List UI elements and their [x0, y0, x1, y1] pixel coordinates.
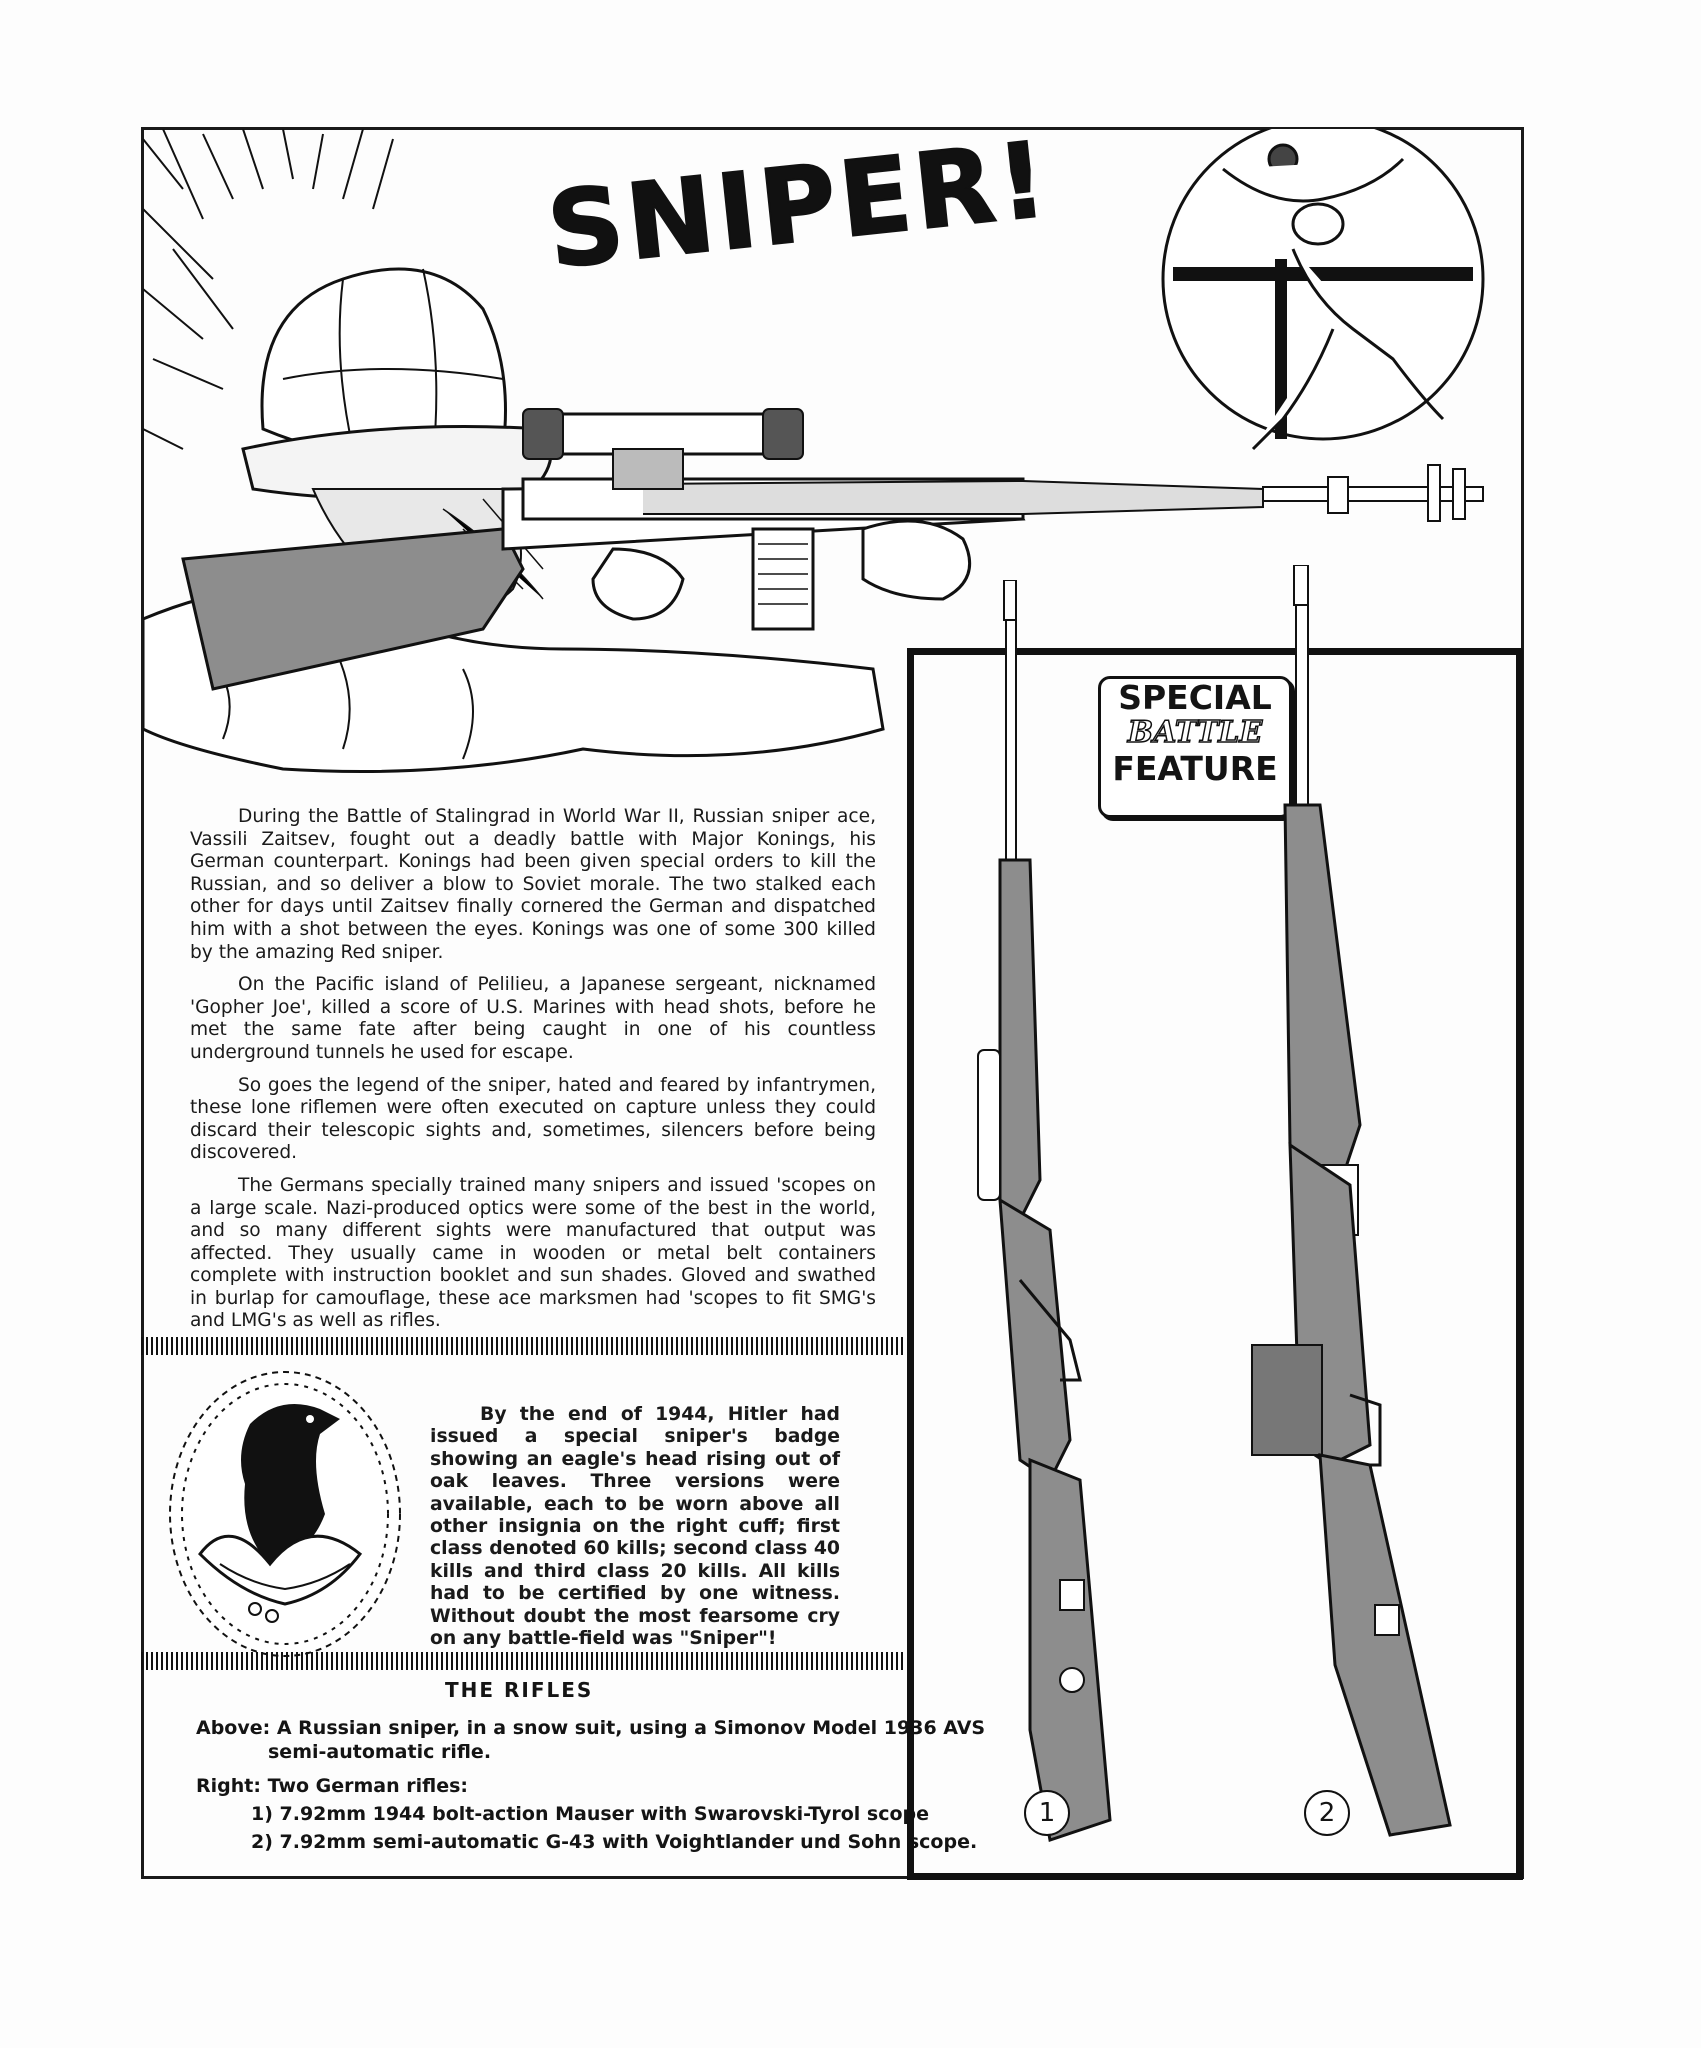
mauser-rifle-illustration	[960, 580, 1160, 1850]
caption-rifle-2: 2) 7.92mm semi-automatic G-43 with Voightlander und Sohn scope.	[251, 1831, 978, 1853]
caption-above-2: semi-automatic rifle.	[268, 1741, 492, 1763]
rifle-number-1: 1	[1024, 1790, 1070, 1836]
divider-top	[141, 1337, 903, 1355]
caption-rifle-1: 1) 7.92mm 1944 bolt-action Mauser with Swarovski-Tyrol scope	[251, 1803, 930, 1825]
body-paragraph: The Germans specially trained many snipers and issued 'scopes on a large scale. Nazi-produced optics were some of the best in the world, and so many different sights were manufactured that output was affected. They usually came in wooden or metal belt containers complete with instruction booklet and sun shades. Gloved and swathed in burlap for camouflage, these ace marksmen had 'scopes to fit SMG's and LMG's as well as rifles.	[190, 1174, 876, 1332]
badge-line-battle: BATTLE	[1127, 715, 1263, 750]
article-title: SNIPER!	[542, 118, 1056, 292]
caption-above-1: Above: A Russian sniper, in a snow suit, using a Simonov Model 1936 AVS	[196, 1717, 986, 1739]
body-paragraph: On the Pacific island of Pelilieu, a Japanese sergeant, nicknamed 'Gopher Joe', killed a score of U.S. Marines with head shots, before he met the same fate after being caught in one of his countless underground tunnels he used for escape.	[190, 974, 876, 1063]
article-body	[190, 806, 876, 1343]
badge-line-special: SPECIAL	[1118, 678, 1272, 717]
g43-rifle-illustration	[1240, 565, 1490, 1845]
sniper-badge-illustration	[160, 1364, 410, 1664]
body-paragraph: So goes the legend of the sniper, hated and feared by infantrymen, these lone riflemen were often executed on capture unless they could discard their telescopic sights and, sometimes, silencers before being discovered.	[190, 1074, 876, 1164]
badge-paragraph: By the end of 1944, Hitler had issued a special sniper's badge showing an eagle's head rising out of oak leaves. Three versions were available, each to be worn above all other insignia on the right cuff; first class denoted 60 kills; second class 40 kills and third class 20 kills. All kills had to be certified by one witness. Without doubt the most fearsome cry on any battle-field was "Sniper"!	[430, 1404, 840, 1650]
body-paragraph: During the Battle of Stalingrad in World War II, Russian sniper ace, Vassili Zaitsev, fought out a deadly battle with Major Konings, his German counterpart. Konings had been given special orders to kill the Russian, and so deliver a blow to Soviet morale. The two stalked each other for days until Zaitsev finally cornered the German and dispatched him with a shot between the eyes. Konings was one of some 300 killed by the amazing Red sniper.	[190, 806, 876, 963]
rifles-heading: THE RIFLES	[445, 1678, 594, 1702]
divider-bottom	[141, 1652, 903, 1670]
badge-description	[430, 1404, 840, 1650]
badge-line-feature: FEATURE	[1112, 749, 1278, 788]
rifles-captions	[196, 1716, 986, 1854]
caption-right-label: Right: Two German rifles:	[196, 1775, 469, 1797]
rifle-number-2: 2	[1304, 1790, 1350, 1836]
